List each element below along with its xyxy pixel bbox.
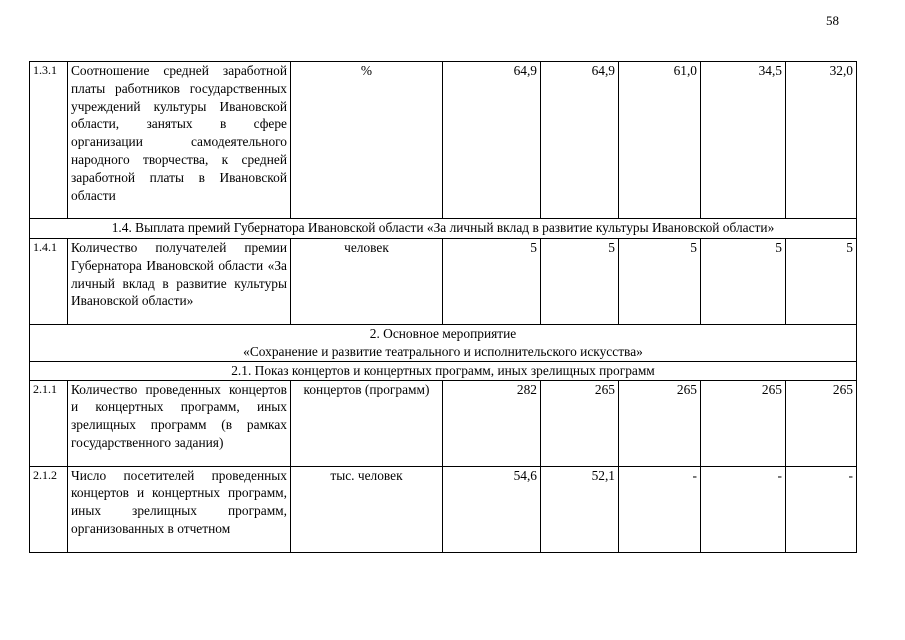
indicator-unit: человек xyxy=(291,239,443,325)
indicator-value: 64,9 xyxy=(541,62,619,219)
indicator-row xyxy=(30,380,857,466)
indicator-number: 1.4.1 xyxy=(30,239,68,325)
indicator-number: 1.3.1 xyxy=(30,62,68,219)
page-number: 58 xyxy=(826,13,839,28)
indicator-value: 5 xyxy=(443,239,541,325)
indicator-unit: % xyxy=(291,62,443,219)
indicator-description: Количество получателей премии Губернатора Ивановской области «За личный вклад в развитие культуры Ивановской области» xyxy=(68,239,291,325)
indicator-value: 265 xyxy=(786,380,857,466)
indicator-value: 5 xyxy=(541,239,619,325)
indicator-value: 5 xyxy=(701,239,786,325)
section-heading xyxy=(30,325,857,362)
section-row xyxy=(30,219,857,239)
section-row xyxy=(30,325,857,362)
section-heading-line: 2.1. Показ концертов и концертных программ, иных зрелищных программ xyxy=(231,362,655,378)
indicator-value: 265 xyxy=(701,380,786,466)
indicator-value: 54,6 xyxy=(443,466,541,552)
indicator-value: 64,9 xyxy=(443,62,541,219)
indicators-table xyxy=(29,61,857,553)
indicator-number: 2.1.2 xyxy=(30,466,68,552)
indicator-value: 34,5 xyxy=(701,62,786,219)
section-heading xyxy=(30,361,857,380)
indicator-number: 2.1.1 xyxy=(30,380,68,466)
indicator-value: 5 xyxy=(786,239,857,325)
indicator-description: Количество проведенных концертов и концертных программ, иных зрелищных программ (в рамках государственного задания) xyxy=(68,380,291,466)
indicator-value: 5 xyxy=(619,239,701,325)
indicator-row xyxy=(30,62,857,219)
indicator-value: 52,1 xyxy=(541,466,619,552)
indicator-row xyxy=(30,466,857,552)
indicator-value: 32,0 xyxy=(786,62,857,219)
section-heading xyxy=(30,219,857,239)
indicator-row xyxy=(30,239,857,325)
section-heading-line: 2. Основное мероприятие xyxy=(369,326,517,341)
indicator-value: 282 xyxy=(443,380,541,466)
indicator-unit: тыс. человек xyxy=(291,466,443,552)
indicator-value: 265 xyxy=(541,380,619,466)
indicator-unit: концертов (программ) xyxy=(291,380,443,466)
indicator-value: 61,0 xyxy=(619,62,701,219)
section-heading-line: 1.4. Выплата премий Губернатора Ивановской области «За личный вклад в развитие культуры Ивановской области» xyxy=(111,220,775,235)
indicator-value: 265 xyxy=(619,380,701,466)
section-heading-line: «Сохранение и развитие театрального и исполнительского искусства» xyxy=(243,343,643,359)
indicator-description: Число посетителей проведенных концертов и концертных программ, иных зрелищных программ, организованных в отчетном xyxy=(68,466,291,552)
section-row xyxy=(30,361,857,380)
indicator-value: - xyxy=(701,466,786,552)
indicator-description: Соотношение средней заработной платы работников государственных учреждений культуры Ивановской области, занятых в сфере организации самодеятельного народного творчества, к средней заработной платы в Ивановской области xyxy=(68,62,291,219)
indicator-value: - xyxy=(786,466,857,552)
indicator-value: - xyxy=(619,466,701,552)
